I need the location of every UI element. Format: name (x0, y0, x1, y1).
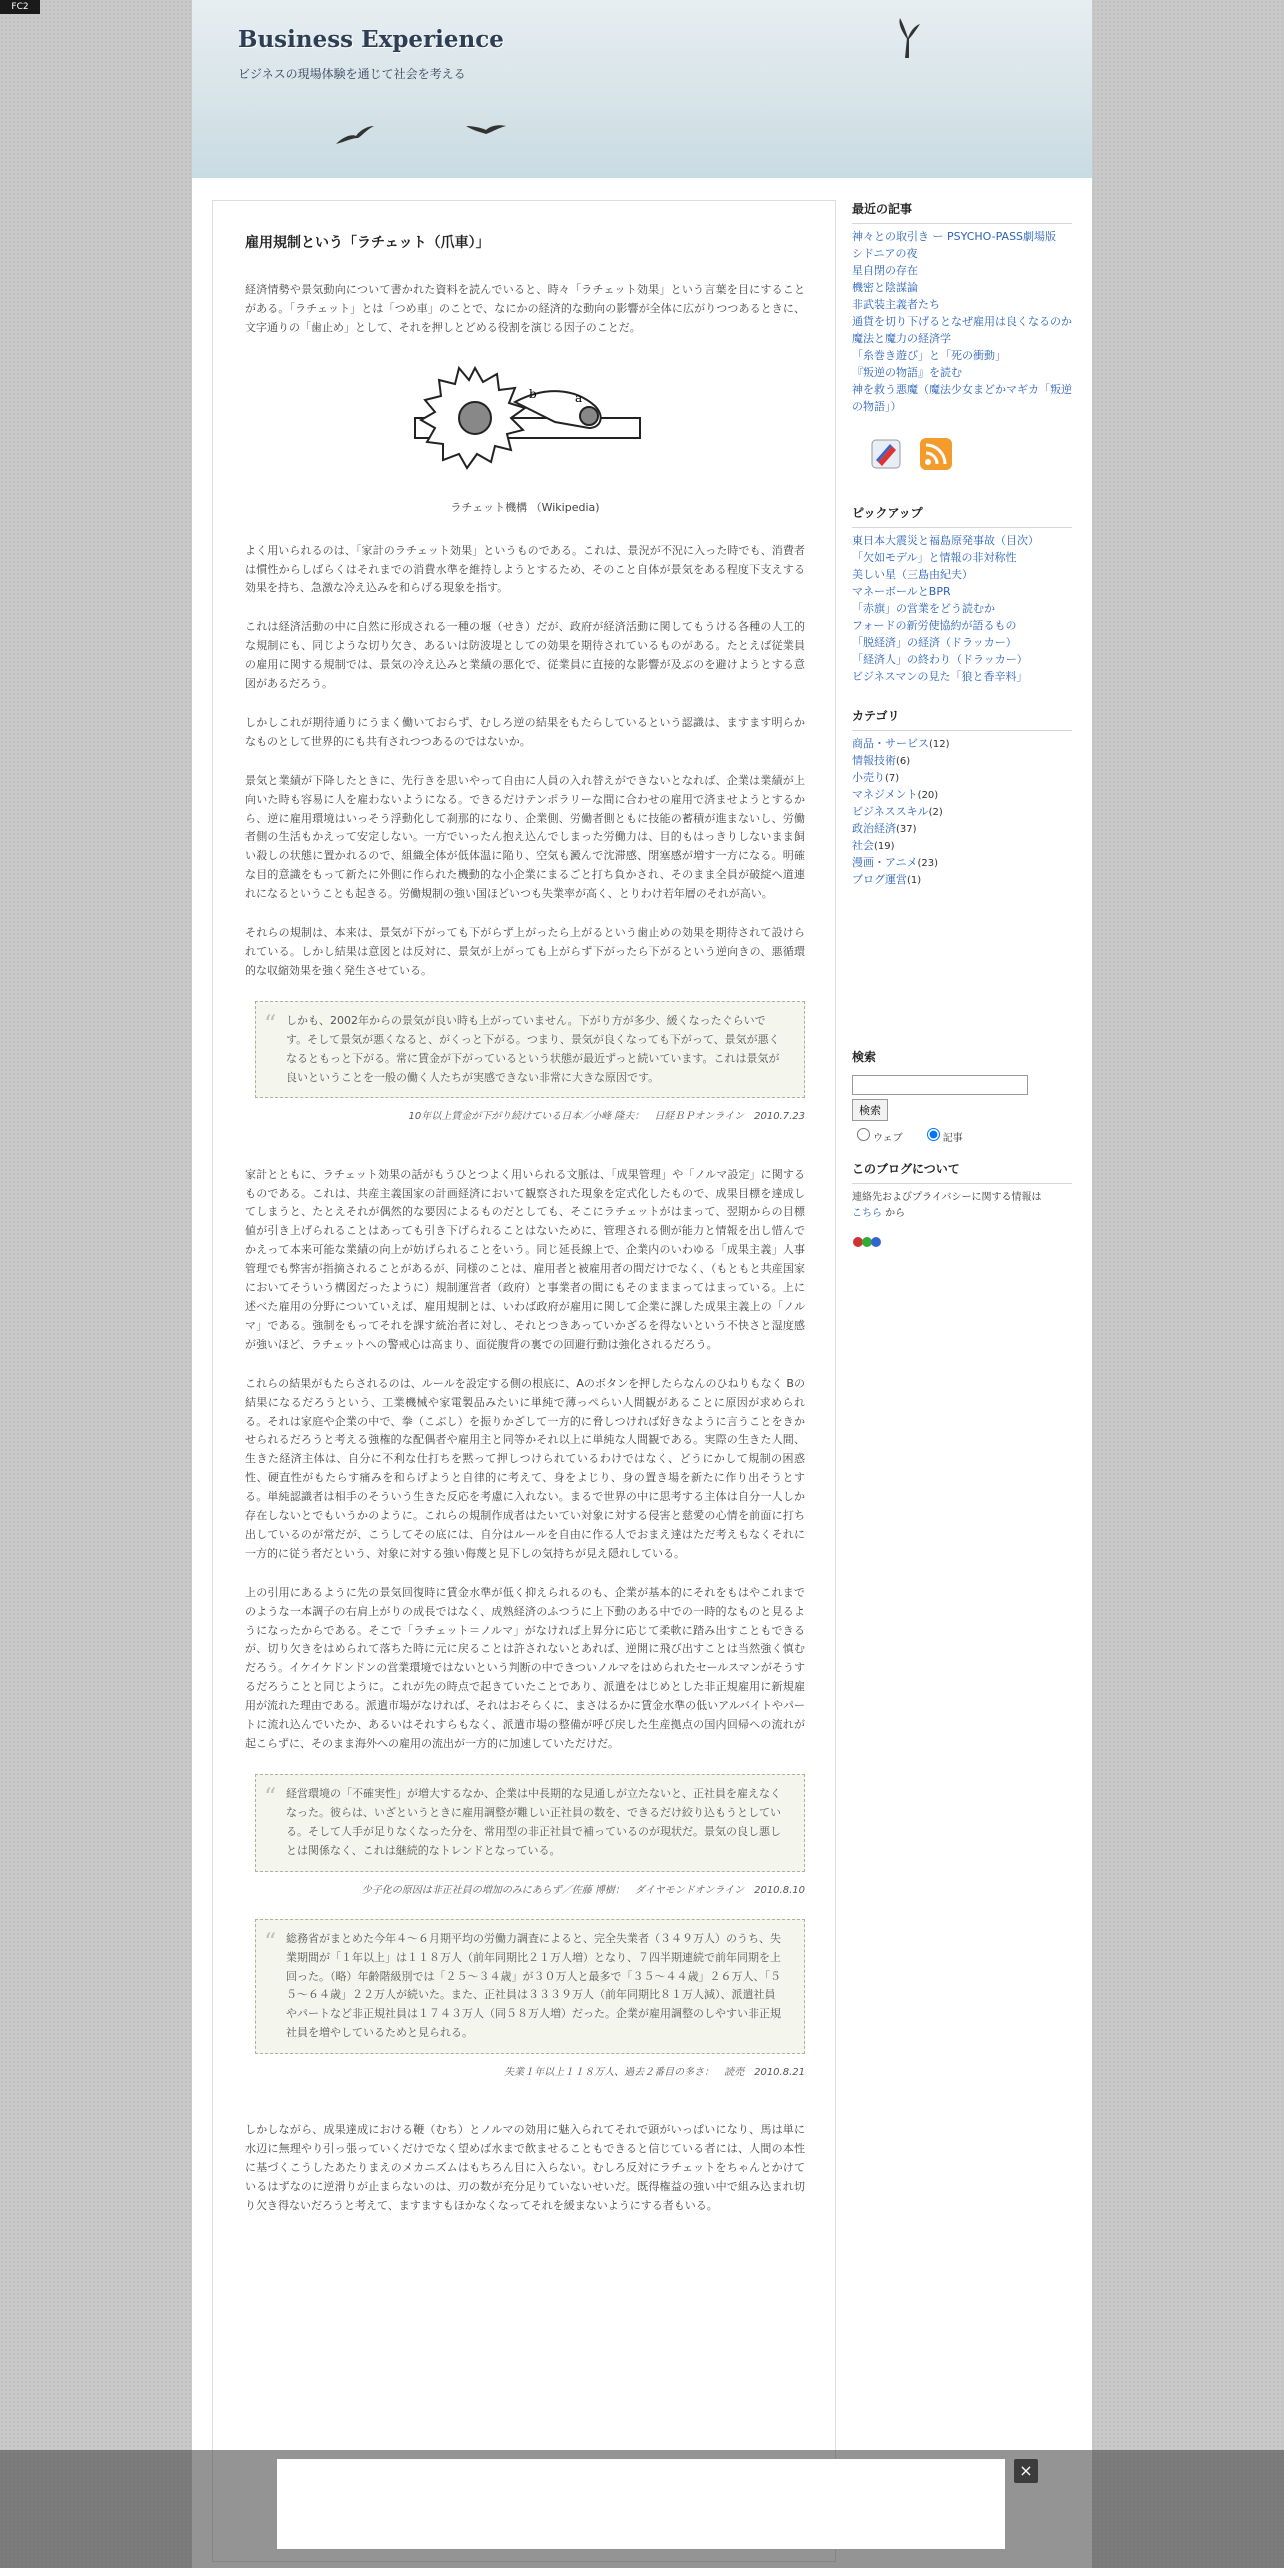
category-link[interactable]: 政治経済 (852, 822, 896, 836)
pickup-link[interactable]: 「欠如モデル」と情報の非対称性 (852, 550, 1017, 564)
pickup-list (852, 532, 1072, 685)
recent-entry-link[interactable]: 通貨を切り下げるとなぜ雇用は良くなるのか (852, 315, 1072, 329)
category-item (852, 786, 1072, 803)
category-link[interactable]: 商品・サービス (852, 736, 929, 750)
category-link[interactable]: 社会 (852, 839, 874, 853)
category-count: (19) (874, 841, 895, 853)
pickup-link[interactable]: マネーボールとBPR (852, 584, 951, 598)
pickup-link[interactable]: 「脱経済」の経済（ドラッカー） (852, 635, 1017, 649)
recent-entry-link[interactable]: 「糸巻き遊び」と「死の衝動」 (852, 349, 1006, 363)
entry-paragraph: 上の引用にあるように先の景気回復時に賃金水準が低く抑えられるのも、企業が基本的にそれをもはやこれまでのような一本調子の右肩上がりの成長ではなく、成熟経済のふつうに上下動のある中での一時的なものと見るようになったからである。そこで「ラチェット＝ノルマ」がなければ上昇分に応じて柔軟に踏み出すこともできるが、切り欠きをはめられて落ちた時に元に戻ることは許されないとあれば、逆開に飛び出すことは当然強く慎むだろう。イケイケドンドンの営業環境ではないという判断の中できついノルマをはめられたセールスマンがそうするだろうことと同じように。これが先の時点で起きていたことであり、派遣をはじめとした非正規雇用に新規雇用が流れた理由である。派遣市場がなければ、それはおそらくに、まさはるかに賃金水準の低いアルバイトやパートに流れ込んでいたか、あるいはそれすらもなく、派遣市場の整備が呼び戻した生産拠点の国内回帰への流れが起こらずに、そのまま海外への雇用の流出が一方的に加速していただけだ。 (245, 1585, 805, 1751)
recent-entry-link[interactable]: 神を救う悪魔（魔法少女まどかマギカ「叛逆の物語」） (852, 383, 1072, 414)
category-count: (23) (917, 858, 938, 870)
about-text (852, 1190, 1072, 1222)
recent-entry-link[interactable]: 『叛逆の物語』を読む (852, 366, 962, 380)
pickup-title: ピックアップ (852, 504, 1072, 528)
search-scope (852, 1125, 1072, 1144)
main-content (212, 200, 836, 2562)
entry-paragraph: 家計とともに、ラチェット効果の話がもうひとつよく用いられる文脈は、「成果管理」や「ノルマ設定」に関するものである。これは、共産主義国家の計画経済において観察された現象を定式化したもので、成果目標を達成してしまうと、たとえそれが偶然的な要因によるものだとしても、そこにラチェットがはまって、翌期からの目標値が引き上げられることはあっても引き下げられることはないために、管理される側が能力と情報を出し惜んでかえって本来可能な業績の向上が妨げられることをいう。同じ延長線上で、企業内のいわゆる「成果主義」人事管理でも弊害が指摘されることがあるが、同様のことは、雇用者と被雇用者の間だけでなく、（もともと共産国家においてそういう構図だったように）規制運営者（政府）と事業者の間にもそのまままってはまっている。上に述べた雇用の分野についていえば、雇用規制とは、いわば政府が雇用に関して企業に課した成果主義上の「ノルマ」である。強制をもってそれを課す統治者に対し、それとつきあっていかざるを得ないという不快さと湿度感が強いほど、ラチェットへの警戒心は高まり、面従腹背の裏での回避行動は強化されるだろう。 (245, 1167, 805, 1351)
ratchet-diagram (405, 358, 645, 488)
category-link[interactable]: ビジネススキル (852, 805, 929, 819)
entry-paragraph: しかしこれが期待通りにうまく働いておらず、むしろ逆の結果をもたらしているという認識は、ますます明らかなものとして世界的にも共有されつつあるのではないか。 (245, 715, 805, 748)
pickup-link[interactable]: 「赤旗」の営業をどう読むか (852, 601, 995, 615)
pickup-link[interactable]: 東日本大震災と福島原発事故（目次） (852, 533, 1039, 547)
category-link[interactable]: マネジメント (852, 788, 918, 802)
category-title: カテゴリ (852, 707, 1072, 731)
recent-entry-link[interactable]: 機密と陰謀論 (852, 281, 918, 295)
blog-entry (245, 231, 805, 2236)
radio-entry-option[interactable] (922, 1133, 963, 1144)
about-suffix: から (882, 1208, 906, 1220)
site-header (192, 0, 1092, 178)
rss-icon[interactable] (916, 434, 956, 474)
entry-paragraph: これは経済活動の中に自然に形成される一種の堰（せき）だが、政府が経済活動に関してもうける各種の人工的な規制にも、同じような切り欠き、あるいは防波堤としての効果を期待されているものがある。たとえば従業員の雇用に関する規制では、景気の冷え込みと業績の悪化で、従業員に直接的な影響が及ぶのを避けようとする意図があるだろう。 (245, 620, 805, 691)
category-item (852, 803, 1072, 820)
search-button[interactable]: 検索 (852, 1099, 888, 1121)
search-title: 検索 (852, 1050, 877, 1065)
category-count: (37) (896, 824, 917, 836)
about-description: 連絡先およびプライバシーに関する情報は (852, 1192, 1042, 1204)
category-link[interactable]: 漫画・アニメ (852, 856, 918, 870)
entry-paragraph: 経済情勢や景気動向について書かれた資料を読んでいると、時々「ラチェット効果」という言葉を目にすることがある。「ラチェット」とは「つめ車」のことで、なにかの経済的な動向の影響が全体に広がりつつあるときに、文字通りの「歯止め」として、それを押しとどめる役割を演じる因子のことだ。 (245, 283, 805, 334)
pickup-link[interactable]: フォードの新労使協約が語るもの (852, 618, 1017, 632)
recent-entry-link[interactable]: 神々との取引き ー PSYCHO-PASS劇場版 (852, 230, 1057, 243)
about-link[interactable]: こちら (852, 1208, 882, 1220)
category-count: (7) (885, 773, 900, 785)
recent-entry-link[interactable]: シドニアの夜 (852, 247, 918, 261)
close-icon[interactable]: × (1014, 2459, 1038, 2483)
category-list (852, 735, 1072, 888)
pickup-link[interactable]: 美しい星（三島由紀夫） (852, 567, 973, 581)
entry-paragraph: 景気と業績が下降したときに、先行きを思いやって自由に人員の入れ替えができないとなれば、企業は業績が上向いた時も容易に人を雇わないようになる。できるだけテンポラリーな間に合わせの雇用で済ませようとするから、逆に雇用環境はいっそう浮動化して刹那的になり、企業側、労働者側ともに技能の蓄積が進まないし、労働者側の生活もかえって安定しない。一方でいったん抱え込んでしまった労働力は、目的もはっきりしないまま飼い殺しの状態に置かれるので、組織全体が低体温に陥り、空気も澱んで沈滞感、閉塞感が増す一方になる。明確な目的意識をもって新たに外側に作られた機動的な小企業にまるごと打ち負かされ、そのまま全員が破綻へ道連れになるということも起きる。労働規制の強い国ほどいつも失業率が高く、とりわけ若年層のそれが高い。 (245, 773, 805, 901)
category-link[interactable]: 小売り (852, 771, 885, 785)
category-item (852, 854, 1072, 871)
category-count: (12) (929, 738, 950, 750)
figure-caption: ラチェット機構 （Wikipedia) (450, 500, 600, 514)
category-count: (2) (928, 807, 943, 819)
entry-title[interactable]: 雇用規制という「ラチェット（爪車）」 (245, 235, 490, 251)
bird-icon (334, 124, 376, 146)
quote-text: しかも、2002年からの景気が良い時も上がっていません。下がり方が多少、緩くなったぐらいです。そして景気が悪くなると、がくっと下がる。つまり、景気が良くなっても下がって、景気が悪くなるともっと下がる。常に賃金が下がっているという状態が最近ずっと続いています。これは景気が良いということを一般の働く人たちが実感できない非常に大きな原因です。 (286, 1013, 780, 1084)
figure-label-a: a (575, 390, 583, 405)
category-count: (20) (917, 790, 939, 802)
quote-source[interactable]: 10年以上賃金が下がり続けている日本／小峰 隆夫： 日経ＢＰオンライン 2010.7.23 (408, 1111, 805, 1123)
blockquote (255, 1001, 805, 1099)
ratchet-figure (245, 358, 805, 518)
category-link[interactable]: 情報技術 (852, 753, 896, 767)
recent-entries-title: 最近の記事 (852, 200, 1072, 224)
sidebar-spacer (852, 888, 1072, 1048)
page-container (192, 0, 1092, 2568)
pickup-link[interactable]: ビジネスマンの見た「狼と香辛料」 (852, 669, 1028, 683)
quote-source[interactable]: 少子化の原因は非正社員の増加のみにあらず／佐藤 博樹： ダイヤモンドオンライン 2010.8.10 (361, 1884, 805, 1896)
fc2-badge[interactable]: FC2 (0, 0, 40, 14)
quote-text: 経営環境の「不確実性」が増大するなか、企業は中長期的な見通しが立たないと、正社員を雇えなくなった。彼らは、いざというときに雇用調整が難しい正社員の数を、できるだけ絞り込もうとしている。そして人手が足りなくなった分を、常用型の非正社員で補っているのが現状だ。景気の良し悪しとは関係なく、これは継続的なトレンドとなっている。 (286, 1786, 781, 1857)
recent-entry-link[interactable]: 非武装主義者たち (852, 298, 940, 312)
radio-entry[interactable] (927, 1128, 940, 1141)
about-title: このブログについて (852, 1160, 1072, 1184)
site-title[interactable]: Business Experience (238, 26, 504, 53)
category-link[interactable]: ブログ運営 (852, 873, 907, 887)
quote-source[interactable]: 失業１年以上１１８万人、過去２番目の多さ： 読売 2010.8.21 (504, 2067, 805, 2079)
quote-mark-icon: “ (264, 1009, 277, 1038)
category-count: (6) (896, 755, 911, 767)
pickup-link[interactable]: 「経済人」の終わり（ドラッカー） (852, 652, 1028, 666)
entry-paragraph: それらの規制は、本来は、景気が下がっても下がらず上がったら上がるという歯止めの効果を期待されて設けられている。しかし結果は意図とは反対に、景気が上がっても上がらず下がったら下がるという逆向きの、悪循環的な収縮効果を強く発生させている。 (245, 926, 805, 977)
radio-web[interactable] (857, 1128, 870, 1141)
entry-paragraph: これらの結果がもたらされるのは、ルールを設定する側の根底に、Aのボタンを押したらなんのひねりもなく Bの結果になるだろうという、工業機械や家電製品みたいに単純で薄っぺらい人間観があることに原因が求められる。それは家庭や企業の中で、拳（こぶし）を振りかざして一方的に脅しつければ好きなように言うことをきかせられるだろうと考える強権的な配偶者や雇用主と同等かそれ以上に単純な人間観である。実際の生きた人間、生きた経済主体は、自分に不利な仕打ちを黙って押しつけられているわけではなく、どうにかして規制の困惑性、硬直性がもたらす痛みを和らげようと自律的に考えて、身をよじり、身の置き場を新たに作り出そうとする。単純認識者は相手のそういう生きた反応を考慮に入れない。まるで世界の中に思考する主体は自分一人しか存在しないとでもいうかのように。これらの規制作成者はたいてい対象に対する侵害と慈愛の心情を前面に打ち出しているのが常だが、こうしてその底には、自分はルールを自由に作る人でおまえ達はただ考えもなくそれに一方的に従う者だという、対象に対する強い侮蔑と見下しの気持ちが見え隠れしている。 (245, 1376, 805, 1560)
category-item (852, 752, 1072, 769)
search-form (852, 1075, 1072, 1144)
entry-paragraph: しかしながら、成果達成における鞭（むち）とノルマの効用に魅入られてそれで頭がいっぱいになり、馬は単に水辺に無理やり引っ張っていくだけでなく望めば水まで飲ませることもできると信じている者には、人間の本性に基づくこうしたあたりまえのメカニズムはもちろん目に入らない。むしろ反対にラチェットをちゃんとかけているはずなのに逆滑りが止まらないのは、刃の数が充分足りていないせいだ。既得権益の強い中で組み込まれ切り欠き得ないだろうと考えて、ますますもほかなくなってそれを緩まないようにする者もいる。 (245, 2123, 805, 2212)
recent-entries-list (852, 228, 1072, 416)
radio-entry-label: 記事 (942, 1133, 963, 1145)
entry-paragraph: よく用いられるのは、「家計のラチェット効果」というものである。これは、景況が不況に入った時でも、消費者は慣性からしばらくはそれまでの消費水準を維持しようとするため、そのこと自体が景気をある程度下支えする効果を持ち、急激な冷え込みを和らげる現象を指す。 (245, 543, 805, 595)
ad-banner[interactable] (277, 2459, 1005, 2549)
category-item (852, 837, 1072, 854)
site-tagline: ビジネスの現場体験を通じて社会を考える (238, 67, 466, 81)
category-item (852, 871, 1072, 888)
blockquote (255, 1774, 805, 1872)
recent-entry-link[interactable]: 星自閉の存在 (852, 264, 918, 278)
feed-icons (866, 434, 1072, 474)
bird-icon (464, 120, 508, 136)
radio-web-label: ウェブ (873, 1133, 903, 1145)
fc2-widget-icon[interactable] (852, 1234, 1072, 1253)
category-item (852, 735, 1072, 752)
quote-text: 総務省がまとめた今年４～６月期平均の労働力調査によると、完全失業者（３４９万人）のうち、失業期間が「１年以上」は１１８万人（前年同期比２１万人増）となり、７四半期連続で前年同期を上回った。（略）年齢階級別では「２５～３４歳」が３０万人と最多で「３５～４４歳」２６万人、「５５～６４歳」２２万人が続いた。また、正社員は３３３９万人（前年同期比８１万人減）、派遣社員やパートなど非正規社員は１７４３万人（同５８万人増）だった。企業が雇用調整のしやすい非正規社員を増やしているためと見られる。 (286, 1931, 781, 2040)
quote-mark-icon: “ (264, 1927, 277, 1956)
search-input[interactable] (852, 1075, 1028, 1095)
category-item (852, 769, 1072, 786)
category-item (852, 820, 1072, 837)
bookmark-icon[interactable] (866, 434, 906, 474)
quote-mark-icon: “ (264, 1782, 277, 1811)
bird-icon (894, 18, 922, 62)
recent-entry-link[interactable]: 魔法と魔力の経済学 (852, 332, 951, 346)
sidebar (852, 200, 1072, 1253)
category-count: (1) (907, 875, 922, 887)
radio-web-option[interactable] (852, 1133, 903, 1144)
figure-label-b: b (529, 386, 537, 401)
blockquote (255, 1919, 805, 2054)
